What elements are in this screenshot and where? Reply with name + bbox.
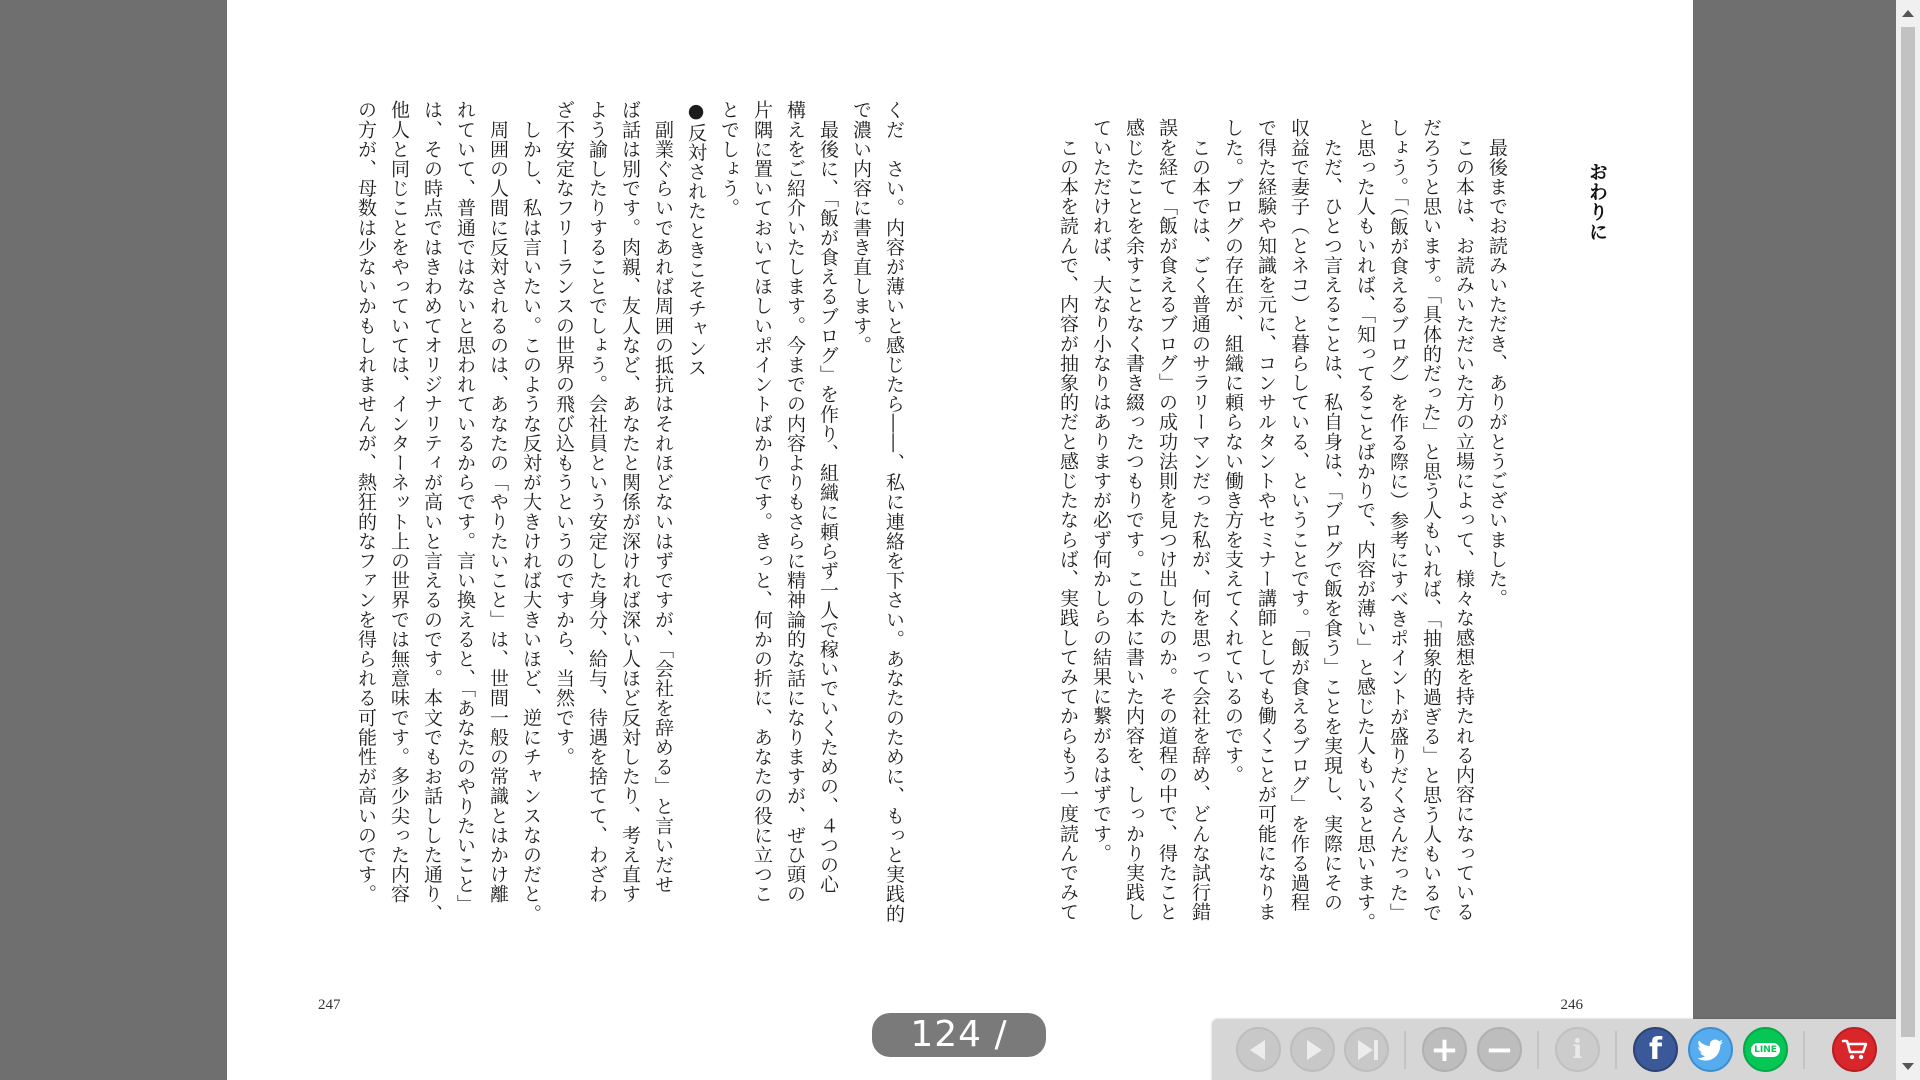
text-column: よう諭したりすることでしょう。会社員という安定した身分、給与、待遇を捨てて、わざわ — [586, 100, 608, 904]
text-column: の方が、母数は少ないかもしれませんが、熱狂的なファンを得られる可能性が高いのです。 — [355, 100, 377, 904]
text-column: しかし、私は言いたい。このような反対が大きければ大きいほど、逆にチャンスなのだと。 — [520, 100, 542, 924]
prev-page-button[interactable] — [1236, 1027, 1281, 1072]
text-column: れていて、普通ではないと思われているからです。言い換えると、「あなたのやりたいこと」 — [454, 100, 476, 914]
text-column: くだ さい。内容が薄いと感じたら――、私に連絡を下さい。あなたのために、もっと実践的 — [883, 100, 905, 924]
text-column: 最後までお読みいただき、ありがとうございました。 — [1486, 118, 1508, 608]
left-page-number: 247 — [318, 997, 341, 1013]
text-column: ●反対されたときこそチャンス — [685, 100, 707, 378]
text-column: は、その時点ではきわめてオリジナリティが高いと言えるのです。本文でもお話しした通り、 — [421, 100, 443, 924]
text-column: 収益で妻子（とネコ）と暮らしている、ということです。「飯が食えるブログ」を作る過程 — [1288, 118, 1310, 913]
twitter-bird-icon — [1698, 1039, 1724, 1061]
text-column: ていただければ、大なり小なりはありますが必ず何かしらの結果に繋がるはずです。 — [1090, 118, 1112, 863]
scroll-down-arrow-icon[interactable] — [1902, 1063, 1914, 1070]
page-counter[interactable]: 124 / — [872, 1013, 1046, 1057]
right-page-text — [1051, 118, 1513, 948]
text-column: 感じたことを余すことなく書き綴ったつもりです。この本に書いた内容を、しっかり実践し — [1123, 118, 1145, 922]
scroll-thumb[interactable] — [1901, 27, 1915, 1037]
toolbar-divider — [1404, 1031, 1406, 1069]
text-column: と思った人もいれば、「知ってることばかりで、内容が薄い」と感じた人もいると思います。 — [1354, 118, 1376, 932]
text-column: ば話は別です。肉親、友人など、あなたと関係が深ければ深い人ほど反対したり、考え直す — [619, 100, 641, 904]
next-page-button[interactable] — [1290, 1027, 1335, 1072]
text-column: この本では、ごく普通のサラリーマンだった私が、何を思って会社を辞め、どんな試行錯 — [1189, 118, 1211, 922]
text-column: 他人と同じことをやっていては、インターネット上の世界では無意味です。多少尖った内容 — [388, 100, 410, 904]
twitter-share-button[interactable] — [1688, 1027, 1733, 1072]
info-button[interactable]: i — [1555, 1027, 1600, 1072]
toolbar-divider — [1803, 1031, 1805, 1069]
text-column: この本を読んで、内容が抽象的だと感じたならば、実践してみてからもう一度読んでみて — [1057, 118, 1079, 922]
text-column: で濃い内容に書き直します。 — [850, 100, 872, 355]
right-page[interactable] — [960, 0, 1693, 1080]
viewer-toolbar — [1212, 1019, 1900, 1080]
text-column: 最後に、「飯が食えるブログ」を作り、組織に頼らず一人で稼いでいくための、４つの心 — [817, 100, 839, 895]
text-column: 片隅に置いておいてほしいポイントばかりです。きっと、何かの折に、あなたの役に立つこ — [751, 100, 773, 904]
toolbar-divider — [1615, 1031, 1617, 1069]
facebook-share-button[interactable]: f — [1633, 1027, 1678, 1072]
triangle-left-icon — [1250, 1040, 1265, 1060]
text-column: 副業ぐらいであれば周囲の抵抗はそれほどないはずですが、「会社を辞める」と言いだせ — [652, 100, 674, 895]
triangle-right-icon — [1307, 1040, 1322, 1060]
zoom-out-button[interactable]: − — [1477, 1027, 1522, 1072]
line-logo-icon: LINE — [1751, 1043, 1780, 1057]
text-column: この本は、お読みいただいた方の立場によって、様々な感想を持たれる内容になっている — [1453, 118, 1475, 922]
vertical-scrollbar[interactable] — [1896, 0, 1920, 1080]
cart-button[interactable] — [1832, 1027, 1877, 1072]
toolbar-divider — [1537, 1031, 1539, 1069]
text-column: だろうと思います。「具体的だった」と思う人もいれば、「抽象的過ぎる」と思う人もいるで — [1420, 118, 1442, 923]
text-column: とでしょう。 — [718, 100, 740, 218]
zoom-in-button[interactable]: + — [1422, 1027, 1467, 1072]
text-column: 構えをご紹介いたします。今までの内容よりもさらに精神論的な話になりますが、ぜひ頭の — [784, 100, 806, 904]
cart-icon — [1841, 1037, 1869, 1063]
text-column: ざ不安定なフリーランスの世界の飛び込もうというのですから、当然です。 — [553, 100, 575, 767]
page-spread[interactable] — [227, 0, 1693, 1080]
text-column: 周囲の人間に反対されるのは、あなたの「やりたいこと」は、世間一般の常識とはかけ離 — [487, 100, 509, 904]
last-page-button[interactable] — [1344, 1027, 1389, 1072]
skip-to-end-icon — [1355, 1040, 1378, 1060]
text-column: 誤を経て「飯が食えるブログ」の成功法則を見つけ出したのか。その道程の中で、得たこと — [1156, 118, 1178, 922]
left-page-text — [349, 100, 910, 930]
text-column: しょう。「（飯が食えるブログ）を作る際に）参考にすべきポイントが盛りだくさんだった」 — [1387, 118, 1409, 923]
text-column: ただ、ひとつ言えることは、私自身は、「ブログで飯を食う」ことを実現し、実際にその — [1321, 118, 1343, 913]
line-share-button[interactable] — [1743, 1027, 1788, 1072]
right-page-number: 246 — [1560, 997, 1583, 1013]
chapter-title: おわりに — [1586, 162, 1608, 242]
scroll-up-arrow-icon[interactable] — [1902, 10, 1914, 17]
text-column: した。ブログの存在が、組織に頼らない働き方を支えてくれているのです。 — [1222, 118, 1244, 785]
text-column: で得た経験や知識を元に、コンサルタントやセミナー講師としても働くことが可能になりま — [1255, 118, 1277, 922]
left-page[interactable] — [227, 0, 960, 1080]
